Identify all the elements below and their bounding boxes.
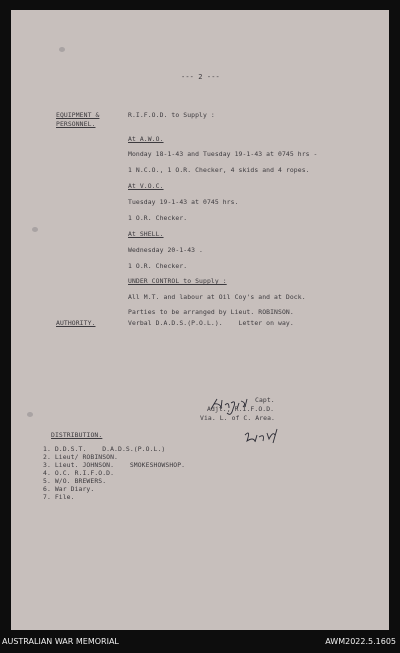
distribution-item: 2. Lieut/ ROBINSON. (43, 453, 119, 461)
subsection-label-awo: At A.W.O. (128, 135, 164, 143)
footer-caption-right: AWM2022.5.1605 (325, 637, 396, 646)
personnel-heading: PERSONNEL. (56, 120, 96, 128)
distribution-item: 7. File. (43, 493, 75, 501)
authority-text: Verbal D.A.D.S.(P.O.L.). Letter on way. (128, 319, 294, 327)
subsection-line: Tuesday 19-1-43 at 0745 hrs. (128, 198, 239, 206)
subsection-line: 1 O.R. Checker. (128, 214, 188, 222)
subsection-line: 1 N.C.O., 1 O.R. Checker, 4 skids and 4 ropes. (128, 166, 310, 174)
section-title: R.I.F.O.D. to Supply : (128, 111, 215, 119)
page-number: --- 2 --- (181, 73, 220, 81)
equipment-heading: EQUIPMENT & (56, 111, 100, 119)
subsection-line: 1 O.R. Checker. (128, 262, 188, 270)
signature-title: Adjt., R.I.F.O.D. (207, 405, 275, 413)
subsection-label-voc: At V.O.C. (128, 182, 164, 190)
punch-hole-top (59, 47, 65, 52)
punch-hole-bottom (27, 412, 33, 417)
document-page (11, 10, 389, 630)
footer-caption-left: AUSTRALIAN WAR MEMORIAL (2, 637, 119, 646)
distribution-heading: DISTRIBUTION. (51, 431, 103, 439)
subsection-line: All M.T. and labour at Oil Coy's and at Dock. (128, 293, 306, 301)
subsection-line: Parties to be arranged by Lieut. ROBINSON. (128, 308, 294, 316)
handwritten-signature (207, 395, 287, 455)
distribution-item: 3. Lieut. JOHNSON. SMOKESHOWSHOP. (43, 461, 186, 469)
subsection-label-control: UNDER CONTROL to Supply : (128, 277, 227, 285)
distribution-item: 6. War Diary. (43, 485, 95, 493)
signature-area: Via. L. of C. Area. (200, 414, 276, 422)
distribution-item: 1. D.D.S.T. D.A.D.S.(P.O.L.) (43, 445, 166, 453)
signature-rank: Capt. (255, 396, 275, 404)
authority-heading: AUTHORITY. (56, 319, 96, 327)
subsection-label-shell: At SHELL. (128, 230, 164, 238)
distribution-item: 5. W/O. BREWERS. (43, 477, 107, 485)
distribution-item: 4. O.C. R.I.F.O.D. (43, 469, 115, 477)
subsection-line: Monday 18-1-43 and Tuesday 19-1-43 at 0745 hrs - (128, 150, 318, 158)
punch-hole-middle (32, 227, 38, 232)
subsection-line: Wednesday 20-1-43 . (128, 246, 204, 254)
